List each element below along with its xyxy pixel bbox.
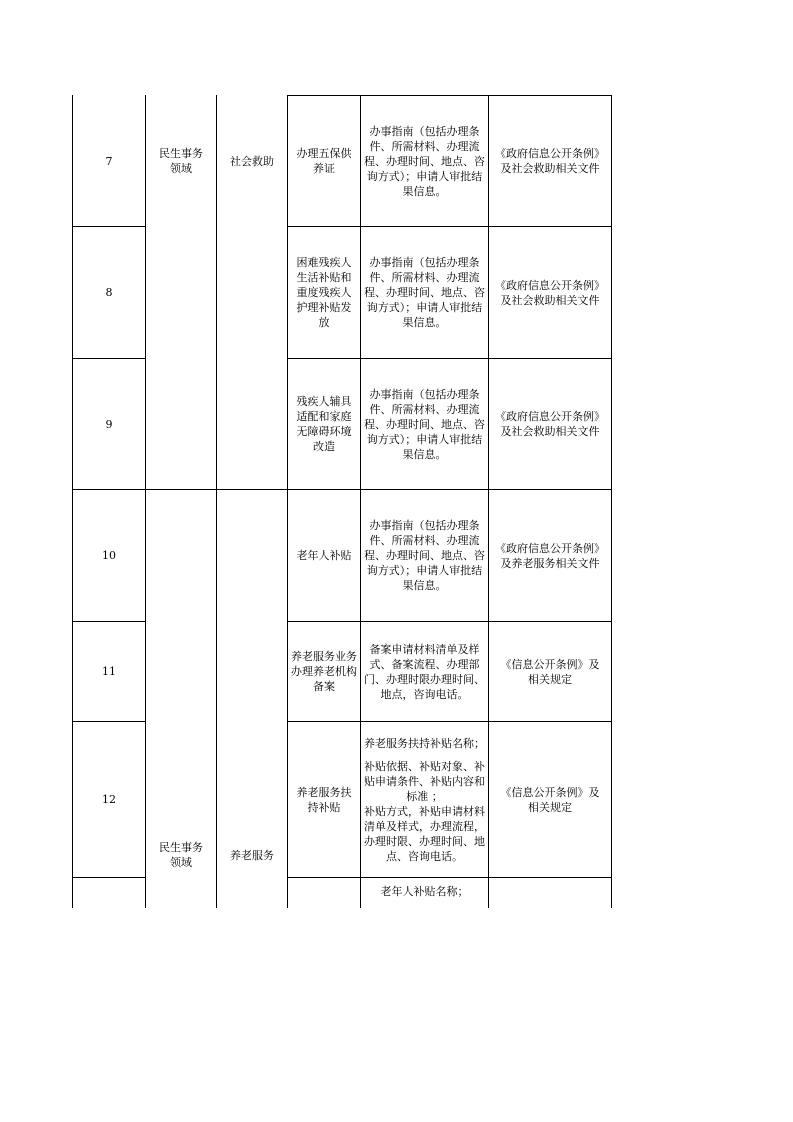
row-number: 10	[102, 549, 116, 562]
disclosure-basis: 《信息公开条例》及相关规定	[500, 785, 600, 814]
item-name: 办理五保供养证	[296, 147, 352, 175]
row-number: 7	[105, 154, 113, 168]
disclosure-content	[361, 722, 488, 877]
row-number: 9	[105, 417, 113, 431]
disclosure-basis: 《政府信息公开条例》及社会救助相关文件	[495, 147, 605, 175]
row-number: 12	[102, 793, 116, 806]
disclosure-content: 备案申请材料清单及样式、备案流程、办理部门、办理时限办理时间、地点，咨询电话。	[364, 642, 485, 701]
content-line: 补贴方式，补贴申请材料清单及样式，办理流程，办理时限、办理时间、地点、咨询电话。	[364, 804, 485, 863]
category-cell: 养老服务	[230, 848, 274, 862]
row-number: 8	[105, 286, 113, 299]
disclosure-basis: 《政府信息公开条例》及养老服务相关文件	[495, 541, 605, 570]
domain-cell: 民生事务领域	[159, 147, 203, 175]
grid-line-h6a	[72, 877, 146, 878]
disclosure-content: 办事指南（包括办理条件、所需材料、办理流程、办理时间、地点、咨询方式）；申请人审批结果信息。	[364, 124, 485, 198]
category-cell: 社会救助	[230, 154, 274, 168]
domain-cell: 民生事务领域	[159, 841, 203, 869]
content-line: 养老服务扶持补贴名称；	[364, 736, 485, 750]
disclosure-content: 办事指南（包括办理条件、所需材料、办理流程、办理时间、地点、咨询方式）；申请人审批结果信息。	[364, 387, 485, 461]
content-line: 补贴依据、补贴对象、补贴申请条件、补贴内容和标准 ；	[364, 759, 485, 803]
row-number: 11	[102, 665, 116, 678]
disclosure-basis: 《信息公开条例》及相关规定	[500, 657, 600, 686]
disclosure-basis: 《政府信息公开条例》及社会救助相关文件	[495, 410, 605, 438]
item-name: 养老服务业务办理养老机构备案	[291, 650, 357, 693]
disclosure-basis: 《政府信息公开条例》及社会救助相关文件	[495, 278, 605, 307]
item-name: 养老服务扶持补贴	[296, 785, 352, 814]
disclosure-content: 办事指南（包括办理条件、所需材料、办理流程、办理时间、地点、咨询方式）；申请人审批结果信息。	[364, 256, 485, 329]
disclosure-content: 老年人补贴名称；	[380, 885, 469, 898]
grid-line-v7	[611, 95, 612, 908]
item-name: 残疾人辅具适配和家庭无障碍环境改造	[296, 395, 352, 453]
grid-line-h6b	[287, 877, 612, 878]
disclosure-content: 办事指南（包括办理条件、所需材料、办理流程、办理时间、地点、咨询方式）；申请人审批结果信息。	[364, 519, 485, 592]
item-name: 困难残疾人生活补贴和重度残疾人护理补贴发放	[296, 256, 352, 329]
item-name: 老年人补贴	[296, 549, 352, 562]
